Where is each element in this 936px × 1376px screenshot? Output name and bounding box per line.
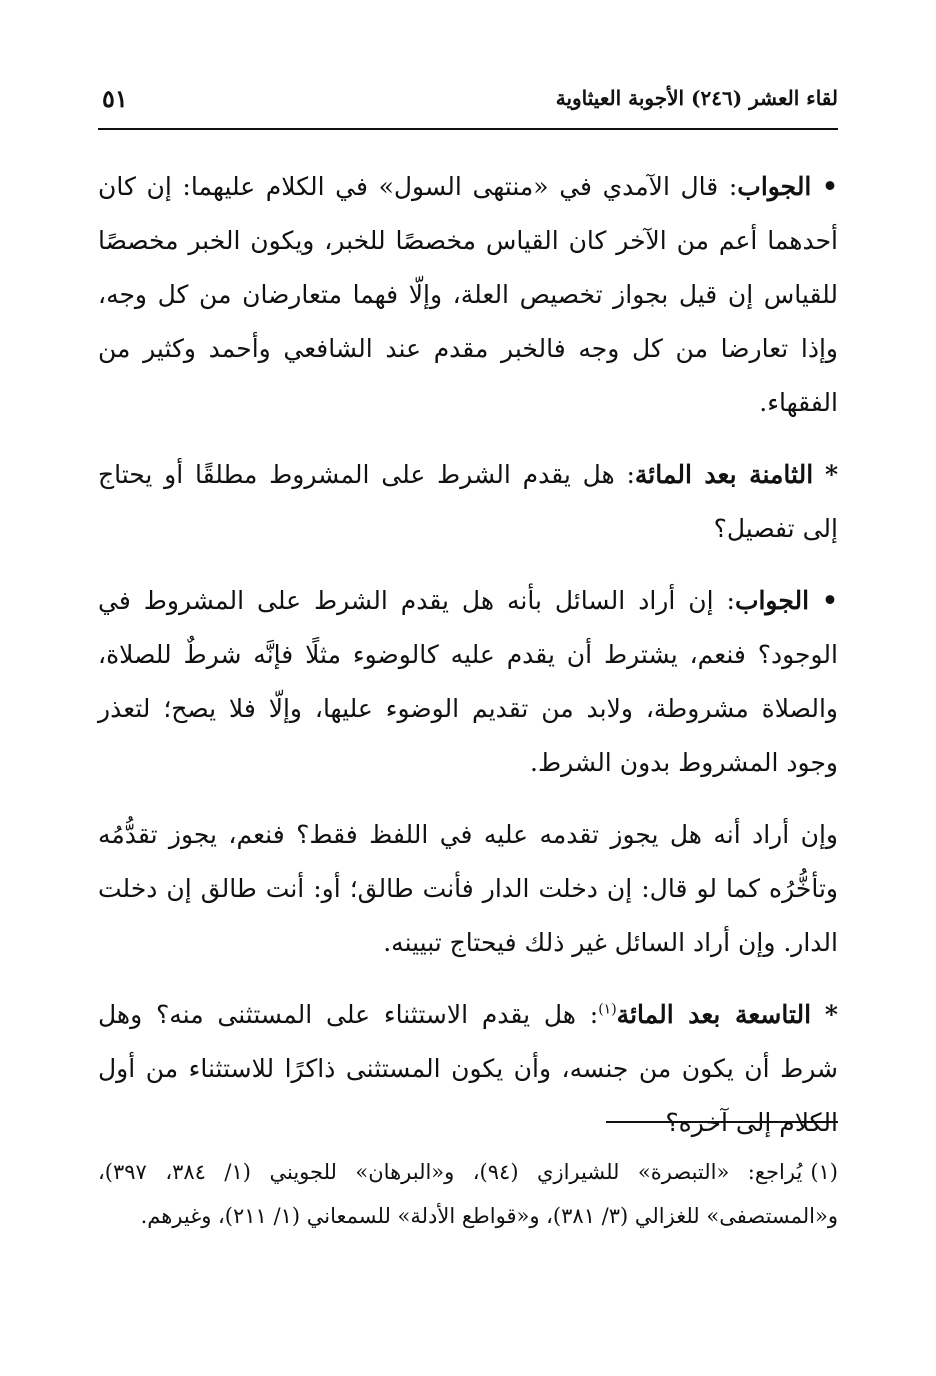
answer-text: : قال الآمدي في «منتهى السول» في الكلام عليهما: إن كان أحدهما أعم من الآخر كان القياس مخصصًا للخبر، ويكون الخبر مخصصًا للقياس إن قيل بجواز تخصيص العلة، وإلّا فهما متعارضان من كل وجه، وإذا تعارضا من كل وجه فالخبر مقدم عند الشافعي وأحمد وكثير من الفقهاء. (98, 172, 838, 417)
bullet-marker: • (822, 172, 838, 201)
question-label: التاسعة بعد المائة (616, 1000, 812, 1029)
answer-text: : إن أراد السائل بأنه هل يقدم الشرط على المشروط في الوجود؟ فنعم، يشترط أن يقدم عليه كالوضوء مثلًا فإنَّه شرطٌ للصلاة، والصلاة مشروطة، ولابد من تقديم الوضوء عليها، وإلّا فلا يصح؛ لتعذر وجود المشروط بدون الشرط. (98, 586, 838, 777)
answer-label: الجواب (734, 586, 810, 615)
footnote-number: (١) (810, 1160, 838, 1184)
page-number: ٥١ (102, 84, 128, 113)
footnote (98, 1150, 838, 1238)
answer-paragraph-2 (98, 574, 838, 790)
answer-paragraph-1 (98, 160, 838, 430)
question-text: : هل يقدم الاستثناء على المستثنى منه؟ وهل شرط أن يكون من جنسه، وأن يكون المستثنى ذاكرًا للاستثناء من أول الكلام إلى آخره؟ (98, 1000, 838, 1137)
header-divider (98, 128, 838, 130)
main-text (98, 160, 838, 1168)
question-label: الثامنة بعد المائة (634, 460, 814, 489)
footnote-divider (606, 1121, 838, 1123)
footnote-reference[interactable]: (١) (598, 1001, 617, 1018)
bullet-marker: • (822, 586, 838, 615)
answer-continuation-paragraph (98, 808, 838, 970)
question-paragraph-108 (98, 448, 838, 556)
header-title: لقاء العشر (٢٤٦) الأجوبة العيثاوية (555, 86, 838, 110)
footnote-text: يُراجع: «التبصرة» للشيرازي (٩٤)، و«البرهان» للجويني (١/ ٣٨٤، ٣٩٧)، و«المستصفى» للغزالي (٣/ ٣٨١)، و«قواطع الأدلة» للسمعاني (١/ ٢١١)، وغيرهم. (98, 1160, 838, 1228)
star-marker: * (824, 460, 839, 489)
answer-label: الجواب (737, 172, 812, 201)
running-header (98, 76, 838, 124)
star-marker: * (824, 1000, 838, 1029)
continuation-text: وإن أراد أنه هل يجوز تقدمه عليه في اللفظ فقط؟ فنعم، يجوز تقدُّمُه وتأخُّرُه كما لو قال: إن دخلت الدار فأنت طالق؛ أو: أنت طالق إن دخلت الدار. وإن أراد السائل غير ذلك فيحتاج تبيينه. (98, 820, 838, 957)
question-text: : هل يقدم الشرط على المشروط مطلقًا أو يحتاج إلى تفصيل؟ (98, 460, 838, 543)
question-paragraph-109 (98, 988, 838, 1150)
